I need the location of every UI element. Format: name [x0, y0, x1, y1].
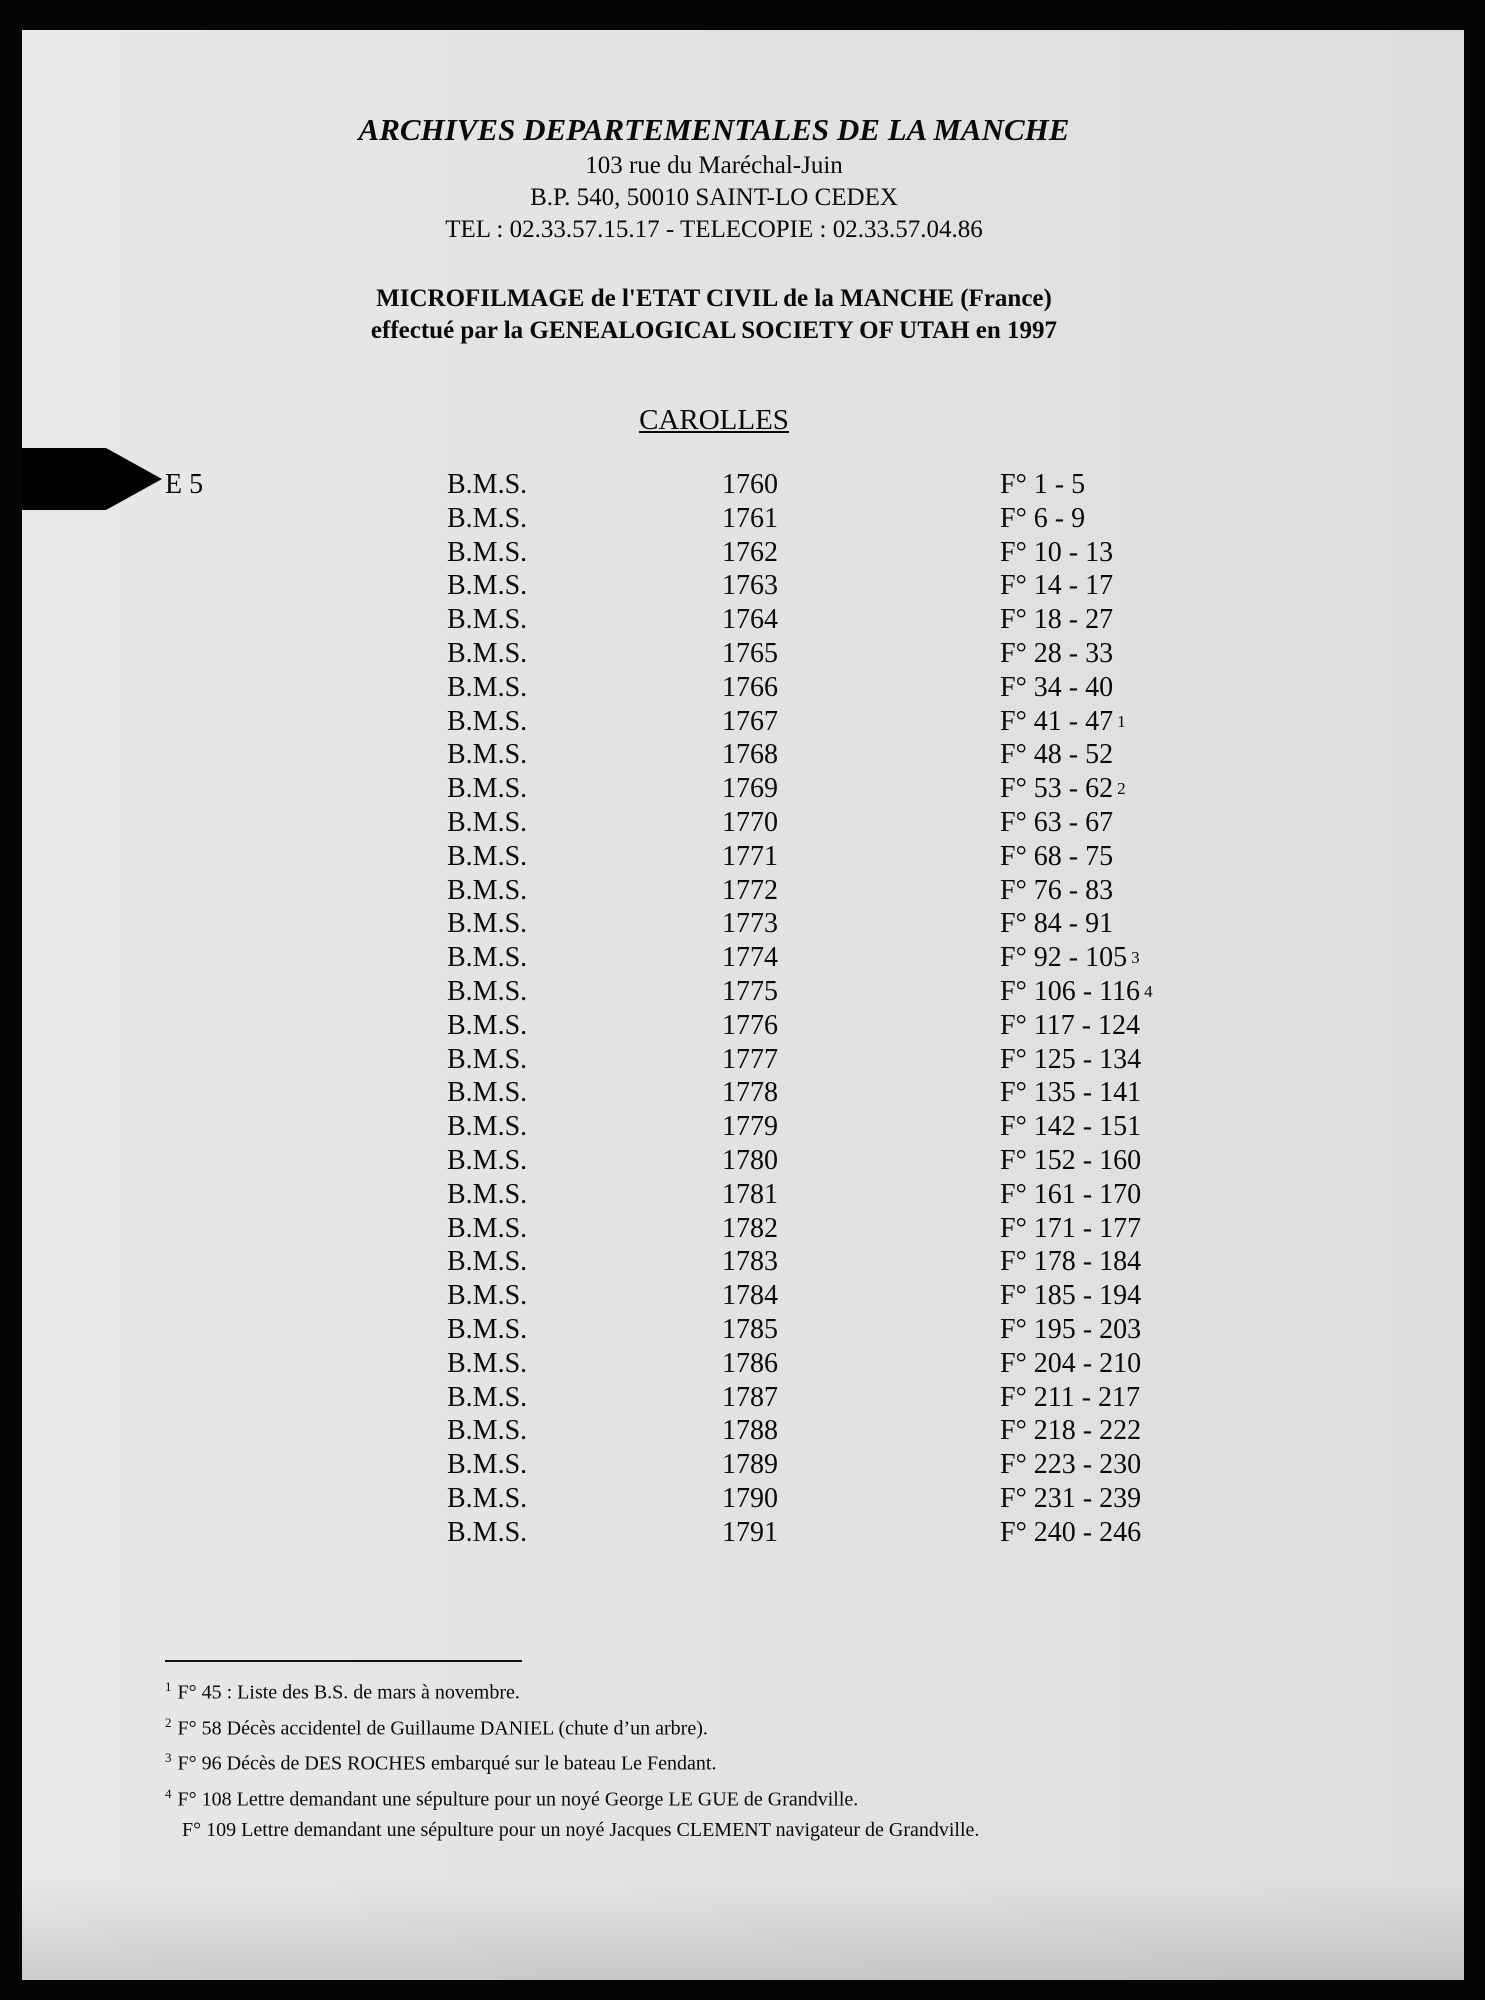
register-folios	[1000, 1076, 1141, 1110]
register-type: B.M.S.	[447, 1178, 528, 1210]
register-year: 1774	[722, 942, 778, 974]
page-shadow	[22, 1880, 1464, 1980]
folio-range: F° 152 - 160	[1000, 1144, 1142, 1176]
register-type: B.M.S.	[447, 874, 528, 906]
register-folios	[1000, 941, 1140, 975]
register-year: 1781	[722, 1178, 778, 1210]
register-type: B.M.S.	[447, 1212, 528, 1244]
register-row	[0, 502, 1485, 536]
register-type: B.M.S.	[447, 637, 528, 669]
folio-range: F° 178 - 184	[1000, 1246, 1142, 1278]
register-row	[0, 569, 1485, 603]
register-folios	[1000, 1448, 1141, 1482]
folio-range: F° 106 - 116	[1000, 975, 1141, 1007]
footnote-number: 2	[165, 1714, 172, 1730]
register-row	[0, 1076, 1485, 1110]
register-type: B.M.S.	[447, 671, 528, 703]
folio-range: F° 117 - 124	[1000, 1009, 1141, 1041]
register-year: 1775	[722, 975, 778, 1007]
register-folios	[1000, 1381, 1140, 1415]
letterhead	[0, 110, 1428, 246]
footnote-marker: 2	[1117, 779, 1126, 799]
footnote	[165, 1815, 1265, 1845]
register-year: 1766	[722, 671, 778, 703]
folio-range: F° 161 - 170	[1000, 1178, 1142, 1210]
folio-range: F° 195 - 203	[1000, 1313, 1142, 1345]
register-row	[0, 772, 1485, 806]
register-year: 1762	[722, 536, 778, 568]
register-row	[0, 874, 1485, 908]
footnote-number: 4	[165, 1785, 172, 1801]
folio-range: F° 218 - 222	[1000, 1415, 1142, 1447]
register-type: B.M.S.	[447, 1043, 528, 1075]
register-row	[0, 1110, 1485, 1144]
register-folios	[1000, 738, 1113, 772]
register-row	[0, 806, 1485, 840]
register-year: 1760	[722, 469, 778, 500]
register-type: B.M.S.	[447, 1516, 528, 1548]
register-type: B.M.S.	[447, 739, 528, 771]
folio-range: F° 185 - 194	[1000, 1280, 1142, 1312]
project-line-1: MICROFILMAGE de l'ETAT CIVIL de la MANCHE (France)	[376, 285, 1052, 312]
register-folios	[1000, 907, 1113, 941]
register-year: 1773	[722, 908, 778, 940]
register-folios	[1000, 468, 1085, 502]
register-row	[0, 1448, 1485, 1482]
institution-name: ARCHIVES DEPARTEMENTALES DE LA MANCHE	[358, 112, 1070, 147]
folio-range: F° 1 - 5	[1000, 469, 1086, 500]
register-year: 1764	[722, 604, 778, 636]
register-folios	[1000, 1110, 1141, 1144]
register-type: B.M.S.	[447, 1246, 528, 1278]
register-folios	[1000, 1144, 1141, 1178]
register-row	[0, 671, 1485, 705]
register-type: B.M.S.	[447, 705, 528, 737]
register-type: B.M.S.	[447, 1111, 528, 1143]
register-row	[0, 1212, 1485, 1246]
register-type: B.M.S.	[447, 1313, 528, 1345]
register-year: 1763	[722, 570, 778, 602]
folio-range: F° 34 - 40	[1000, 671, 1114, 703]
footnote	[165, 1779, 1265, 1815]
folio-range: F° 92 - 105	[1000, 942, 1128, 974]
register-type: B.M.S.	[447, 502, 528, 534]
register-folios	[1000, 705, 1126, 739]
register-year: 1788	[722, 1415, 778, 1447]
register-folios	[1000, 1245, 1141, 1279]
contact-numbers: TEL : 02.33.57.15.17 - TELECOPIE : 02.33.57.04.86	[445, 216, 983, 243]
folio-range: F° 48 - 52	[1000, 739, 1114, 771]
register-type: B.M.S.	[447, 604, 528, 636]
register-row	[0, 536, 1485, 570]
register-row	[0, 1347, 1485, 1381]
register-type: B.M.S.	[447, 1449, 528, 1481]
folio-range: F° 135 - 141	[1000, 1077, 1142, 1109]
register-row	[0, 1279, 1485, 1313]
register-list	[0, 468, 1485, 1550]
project-line-2: effectué par la GENEALOGICAL SOCIETY OF UTAH en 1997	[370, 317, 1058, 344]
register-row	[0, 1313, 1485, 1347]
footnote	[165, 1708, 1265, 1744]
folio-range: F° 223 - 230	[1000, 1449, 1142, 1481]
register-type: B.M.S.	[447, 806, 528, 838]
register-year: 1786	[722, 1347, 778, 1379]
register-year: 1790	[722, 1482, 778, 1514]
register-type: B.M.S.	[447, 975, 528, 1007]
register-row	[0, 705, 1485, 739]
footnote-divider	[165, 1660, 522, 1662]
register-year: 1770	[722, 806, 778, 838]
register-row	[0, 637, 1485, 671]
footnote-number: 3	[165, 1750, 172, 1766]
register-type: B.M.S.	[447, 1415, 528, 1447]
register-folios	[1000, 772, 1126, 806]
folio-range: F° 18 - 27	[1000, 604, 1114, 636]
register-year: 1782	[722, 1212, 778, 1244]
register-type: B.M.S.	[447, 840, 528, 872]
register-year: 1785	[722, 1313, 778, 1345]
register-year: 1776	[722, 1009, 778, 1041]
folio-range: F° 10 - 13	[1000, 536, 1114, 568]
register-folios	[1000, 1279, 1141, 1313]
register-folios	[1000, 806, 1113, 840]
footnote-text: F° 58 Décès accidentel de Guillaume DANIEL (chute d’un arbre).	[177, 1717, 708, 1740]
register-type: B.M.S.	[447, 908, 528, 940]
footnote-marker: 4	[1144, 981, 1153, 1001]
register-row	[0, 975, 1485, 1009]
register-folios	[1000, 874, 1113, 908]
footnote-text: F° 96 Décès de DES ROCHES embarqué sur le bateau Le Fendant.	[177, 1752, 717, 1775]
register-folios	[1000, 1043, 1141, 1077]
register-row	[0, 1043, 1485, 1077]
register-type: B.M.S.	[447, 536, 528, 568]
footnote-number: 1	[165, 1679, 172, 1694]
register-type: B.M.S.	[447, 942, 528, 974]
folio-range: F° 211 - 217	[1000, 1381, 1141, 1413]
folio-range: F° 53 - 62	[1000, 773, 1114, 805]
register-row	[0, 1381, 1485, 1415]
footnote	[165, 1672, 1265, 1708]
address-postal: B.P. 540, 50010 SAINT-LO CEDEX	[530, 184, 898, 211]
register-year: 1779	[722, 1111, 778, 1143]
folio-range: F° 41 - 47	[1000, 705, 1114, 737]
register-row	[0, 1178, 1485, 1212]
register-year: 1783	[722, 1246, 778, 1278]
register-year: 1772	[722, 874, 778, 906]
folio-range: F° 171 - 177	[1000, 1212, 1142, 1244]
register-year: 1780	[722, 1144, 778, 1176]
register-year: 1769	[722, 773, 778, 805]
register-folios	[1000, 840, 1113, 874]
footnote-text: F° 45 : Liste des B.S. de mars à novembre.	[177, 1681, 520, 1704]
register-year: 1771	[722, 840, 778, 872]
folio-range: F° 76 - 83	[1000, 874, 1114, 906]
register-type: B.M.S.	[447, 570, 528, 602]
register-year: 1767	[722, 705, 778, 737]
register-folios	[1000, 1516, 1141, 1550]
folio-range: F° 240 - 246	[1000, 1516, 1142, 1548]
register-folios	[1000, 1482, 1141, 1516]
folio-range: F° 63 - 67	[1000, 806, 1114, 838]
footnote-text: F° 108 Lettre demandant une sépulture pour un noyé George LE GUE de Grandville.	[177, 1788, 859, 1811]
register-folios	[1000, 1347, 1141, 1381]
footnote-text: F° 109 Lettre demandant une sépulture pour un noyé Jacques CLEMENT navigateur de Grandville.	[182, 1818, 980, 1841]
register-row	[0, 1144, 1485, 1178]
register-row	[0, 1009, 1485, 1043]
register-year: 1768	[722, 739, 778, 771]
register-row	[0, 1516, 1485, 1550]
footnotes	[165, 1672, 1265, 1845]
folio-range: F° 125 - 134	[1000, 1043, 1142, 1075]
register-type: B.M.S.	[447, 1381, 528, 1413]
register-folios	[1000, 603, 1113, 637]
register-year: 1784	[722, 1280, 778, 1312]
register-folios	[1000, 637, 1113, 671]
register-year: 1778	[722, 1077, 778, 1109]
register-row	[0, 468, 1485, 502]
register-folios	[1000, 536, 1113, 570]
folio-range: F° 142 - 151	[1000, 1111, 1142, 1143]
address-street: 103 rue du Maréchal-Juin	[585, 152, 843, 179]
project-title	[0, 283, 1428, 347]
register-row	[0, 1482, 1485, 1516]
footnote	[165, 1743, 1265, 1779]
register-type: B.M.S.	[447, 1482, 528, 1514]
register-folios	[1000, 1178, 1141, 1212]
register-year: 1777	[722, 1043, 778, 1075]
folio-range: F° 204 - 210	[1000, 1347, 1142, 1379]
register-folios	[1000, 1009, 1140, 1043]
footnote-marker: 3	[1131, 948, 1140, 968]
register-row	[0, 1245, 1485, 1279]
archive-cote: E 5	[165, 469, 204, 500]
register-year: 1787	[722, 1381, 778, 1413]
register-year: 1761	[722, 502, 778, 534]
folio-range: F° 68 - 75	[1000, 840, 1114, 872]
register-folios	[1000, 975, 1153, 1009]
register-type: B.M.S.	[447, 469, 528, 500]
register-folios	[1000, 1212, 1141, 1246]
commune-heading: CAROLLES	[639, 404, 789, 436]
register-type: B.M.S.	[447, 1347, 528, 1379]
register-folios	[1000, 569, 1113, 603]
folio-range: F° 14 - 17	[1000, 570, 1114, 602]
register-year: 1791	[722, 1516, 778, 1548]
register-type: B.M.S.	[447, 1144, 528, 1176]
register-year: 1789	[722, 1449, 778, 1481]
register-folios	[1000, 671, 1113, 705]
register-row	[0, 603, 1485, 637]
folio-range: F° 28 - 33	[1000, 637, 1114, 669]
register-type: B.M.S.	[447, 1280, 528, 1312]
register-type: B.M.S.	[447, 1009, 528, 1041]
register-type: B.M.S.	[447, 1077, 528, 1109]
register-folios	[1000, 502, 1085, 536]
register-type: B.M.S.	[447, 773, 528, 805]
register-row	[0, 1414, 1485, 1448]
folio-range: F° 84 - 91	[1000, 908, 1114, 940]
register-row	[0, 840, 1485, 874]
register-folios	[1000, 1414, 1141, 1448]
folio-range: F° 6 - 9	[1000, 502, 1086, 534]
register-row	[0, 907, 1485, 941]
register-row	[0, 941, 1485, 975]
footnote-marker: 1	[1117, 711, 1126, 731]
register-year: 1765	[722, 637, 778, 669]
folio-range: F° 231 - 239	[1000, 1482, 1142, 1514]
register-folios	[1000, 1313, 1141, 1347]
register-row	[0, 738, 1485, 772]
